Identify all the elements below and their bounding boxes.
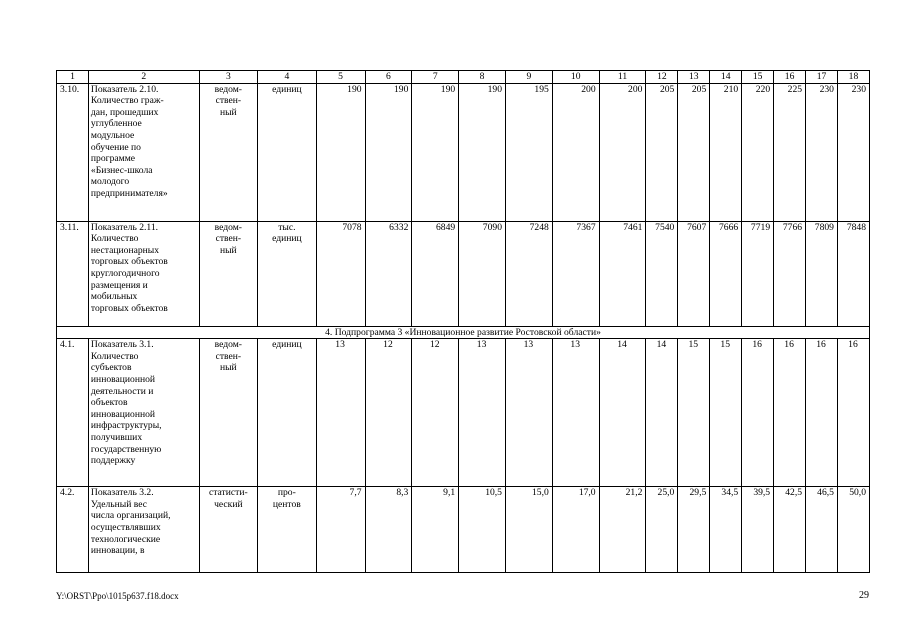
year-value: 25,0 [646,487,678,573]
data-source: ведом- ствен- ный [199,221,258,326]
year-value: 7607 [678,221,710,326]
data-source: ведом- ствен- ный [199,83,258,221]
year-value: 190 [365,83,412,221]
year-value: 7248 [505,221,552,326]
header-row [57,71,870,84]
year-value: 16 [742,339,774,487]
year-value: 10,5 [459,487,506,573]
year-value: 15 [678,339,710,487]
year-value: 15,0 [505,487,552,573]
year-value: 190 [316,83,365,221]
year-value: 16 [837,339,869,487]
column-number-header: 2 [88,71,199,84]
column-number-header: 15 [742,71,774,84]
data-source: статисти- ческий [199,487,258,573]
year-value: 7,7 [316,487,365,573]
year-value: 13 [316,339,365,487]
year-value: 7719 [742,221,774,326]
year-value: 16 [806,339,838,487]
year-value: 7461 [599,221,646,326]
column-number-header: 17 [806,71,838,84]
year-value: 230 [837,83,869,221]
row-number: 3.10. [57,83,89,221]
year-value: 9,1 [412,487,459,573]
year-value: 46,5 [806,487,838,573]
year-value: 29,5 [678,487,710,573]
year-value: 205 [646,83,678,221]
data-source: ведом- ствен- ный [199,339,258,487]
row-number: 4.2. [57,487,89,573]
year-value: 7848 [837,221,869,326]
year-value: 13 [459,339,506,487]
year-value: 220 [742,83,774,221]
year-value: 50,0 [837,487,869,573]
column-number-header: 18 [837,71,869,84]
file-path: Y:\ORST\Ppo\1015p637.f18.docx [56,591,179,601]
unit: единиц [258,83,317,221]
unit: единиц [258,339,317,487]
year-value: 39,5 [742,487,774,573]
table-row [57,221,870,326]
table-row [57,339,870,487]
table-row [57,487,870,573]
year-value: 210 [710,83,742,221]
year-value: 21,2 [599,487,646,573]
indicator-name: Показатель 3.2. Удельный вес числа организаций, осуществлявших технологические инновации, в [88,487,199,573]
table-row [57,83,870,221]
page-number: 29 [859,590,869,601]
year-value: 14 [599,339,646,487]
year-value: 14 [646,339,678,487]
year-value: 225 [774,83,806,221]
year-value: 42,5 [774,487,806,573]
column-number-header: 9 [505,71,552,84]
year-value: 13 [552,339,599,487]
year-value: 230 [806,83,838,221]
row-number: 4.1. [57,339,89,487]
indicator-name: Показатель 2.11. Количество нестационарных торговых объектов круглогодичного размещения и мобильных торговых объектов [88,221,199,326]
year-value: 195 [505,83,552,221]
column-number-header: 11 [599,71,646,84]
unit: тыс. единиц [258,221,317,326]
unit: про- центов [258,487,317,573]
column-number-header: 12 [646,71,678,84]
year-value: 7809 [806,221,838,326]
year-value: 7367 [552,221,599,326]
year-value: 205 [678,83,710,221]
year-value: 12 [365,339,412,487]
year-value: 200 [599,83,646,221]
column-number-header: 13 [678,71,710,84]
column-number-header: 1 [57,71,89,84]
section-row [57,326,870,339]
year-value: 6849 [412,221,459,326]
year-value: 7540 [646,221,678,326]
column-number-header: 6 [365,71,412,84]
column-number-header: 8 [459,71,506,84]
column-number-header: 4 [258,71,317,84]
column-number-header: 16 [774,71,806,84]
column-number-header: 5 [316,71,365,84]
year-value: 7766 [774,221,806,326]
indicator-name: Показатель 2.10. Количество граж- дан, прошедших углубленное модульное обучение по программе «Бизнес-школа молодого предпринимателя» [88,83,199,221]
year-value: 15 [710,339,742,487]
year-value: 16 [774,339,806,487]
indicator-table [56,70,870,573]
year-value: 190 [412,83,459,221]
year-value: 8,3 [365,487,412,573]
column-number-header: 3 [199,71,258,84]
year-value: 190 [459,83,506,221]
section-title: 4. Подпрограмма 3 «Инновационное развитие Ростовской области» [57,326,870,339]
year-value: 7666 [710,221,742,326]
year-value: 13 [505,339,552,487]
column-number-header: 14 [710,71,742,84]
year-value: 6332 [365,221,412,326]
year-value: 12 [412,339,459,487]
year-value: 34,5 [710,487,742,573]
year-value: 200 [552,83,599,221]
column-number-header: 10 [552,71,599,84]
indicator-name: Показатель 3.1. Количество субъектов инновационной деятельности и объектов инновационной инфраструктуры, получивших государственную поддержку [88,339,199,487]
year-value: 17,0 [552,487,599,573]
column-number-header: 7 [412,71,459,84]
year-value: 7090 [459,221,506,326]
row-number: 3.11. [57,221,89,326]
year-value: 7078 [316,221,365,326]
